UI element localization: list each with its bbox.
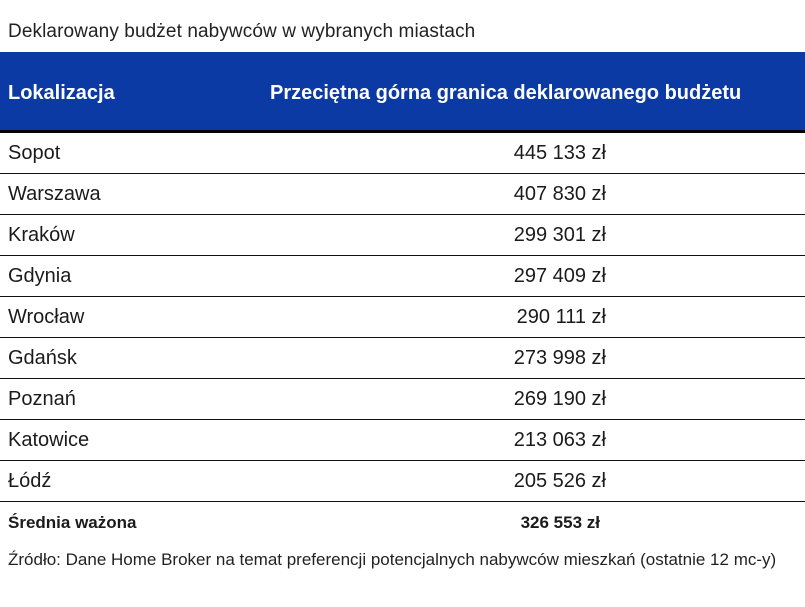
table-row — [0, 297, 805, 338]
row-value: 297 409 zł — [513, 265, 606, 287]
row-value: 205 526 zł — [513, 470, 606, 492]
row-value: 299 301 zł — [513, 224, 606, 246]
budget-table — [0, 52, 805, 540]
row-value: 407 830 zł — [513, 183, 606, 205]
row-value: 445 133 zł — [513, 142, 606, 164]
table-row — [0, 256, 805, 297]
header-location: Lokalizacja — [8, 82, 115, 104]
table-header — [0, 52, 805, 133]
table-row — [0, 215, 805, 256]
row-city: Warszawa — [8, 183, 101, 205]
table-row — [0, 338, 805, 379]
table-row — [0, 174, 805, 215]
row-city: Poznań — [8, 388, 76, 410]
table-row — [0, 133, 805, 174]
row-value: 290 111 zł — [516, 306, 606, 328]
row-city: Gdynia — [8, 265, 72, 287]
table-row — [0, 420, 805, 461]
header-budget: Przeciętna górna granica deklarowanego budżetu — [270, 82, 742, 104]
row-value: 269 190 zł — [513, 388, 606, 410]
row-city: Wrocław — [8, 306, 85, 328]
row-value: 273 998 zł — [513, 347, 606, 369]
row-value: 213 063 zł — [513, 429, 606, 451]
source-note: Źródło: Dane Home Broker na temat preferencji potencjalnych nabywców mieszkań (ostatnie 12 mc-y) — [8, 550, 777, 569]
average-row — [0, 502, 805, 540]
average-label: Średnia ważona — [8, 513, 137, 532]
row-city: Kraków — [8, 224, 75, 246]
row-city: Gdańsk — [8, 347, 77, 369]
table-title: Deklarowany budżet nabywców w wybranych miastach — [8, 21, 476, 42]
row-city: Sopot — [8, 142, 61, 164]
table-row — [0, 379, 805, 420]
average-value: 326 553 zł — [520, 513, 600, 532]
row-city: Katowice — [8, 429, 90, 451]
table-row — [0, 461, 805, 502]
row-city: Łódź — [8, 470, 52, 492]
